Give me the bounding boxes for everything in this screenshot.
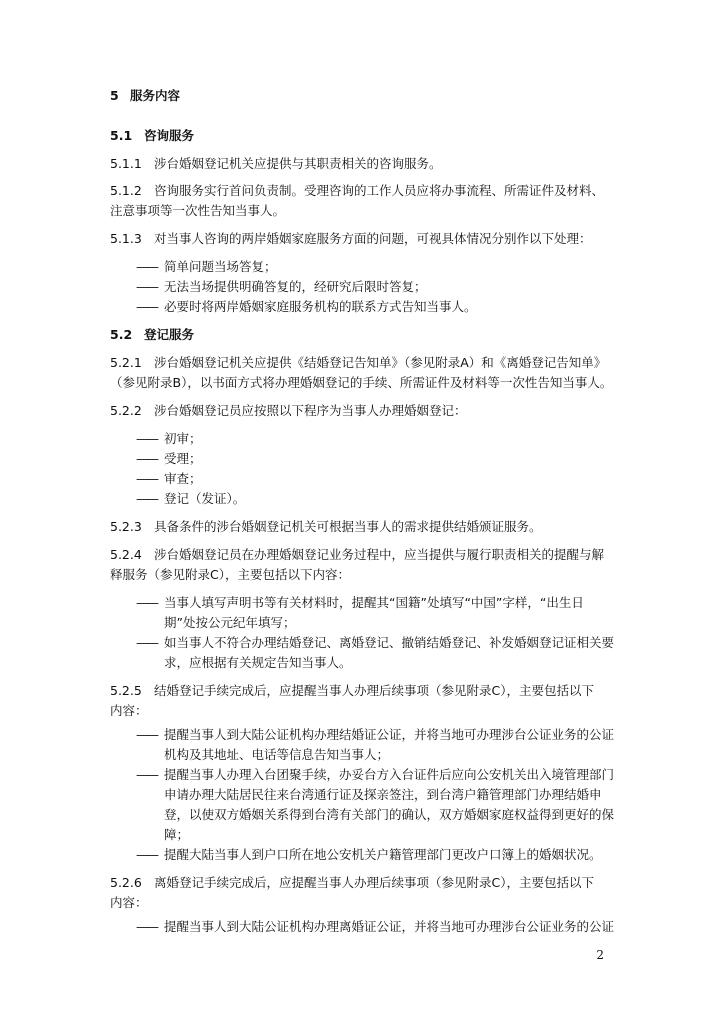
list-item-cont: 期”处按公元纪年填写；: [164, 615, 296, 630]
list-item: —— 提醒当事人办理入台团聚手续，办妥台方入台证件后应向公安机关出入境管理部门: [136, 767, 615, 782]
clause-5-2-4-cont: 释服务（参见附录C），主要包括以下内容：: [110, 567, 350, 582]
clause-5-2-4: 5.2.4 涉台婚姻登记员在办理婚姻登记业务过程中，应当提供与履行职责相关的提醒与解: [110, 547, 605, 562]
clause-5-1-2: 5.1.2 咨询服务实行首问负责制。受理咨询的工作人员应将办事流程、所需证件及材料、: [110, 183, 605, 198]
page-number: 2: [596, 948, 604, 962]
list-item: —— 提醒当事人到大陆公证机构办理离婚证公证，并将当地可办理涉台公证业务的公证: [136, 919, 615, 934]
clause-5-1-2-cont: 注意事项等一次性告知当事人。: [110, 203, 286, 218]
list-item-cont: 求，应根据有关规定告知当事人。: [164, 655, 352, 670]
clause-5-2-2: 5.2.2 涉台婚姻登记员应按照以下程序为当事人办理婚姻登记：: [110, 403, 467, 418]
list-item: —— 初审；: [136, 431, 202, 446]
list-item: —— 如当事人不符合办理结婚登记、离婚登记、撤销结婚登记、补发婚姻登记证相关要: [136, 635, 615, 650]
list-item: —— 提醒当事人到大陆公证机构办理结婚证公证，并将当地可办理涉台公证业务的公证: [136, 727, 615, 742]
clause-5-2-3: 5.2.3 具备条件的涉台婚姻登记机关可根据当事人的需求提供结婚颁证服务。: [110, 519, 542, 534]
list-item: —— 必要时将两岸婚姻家庭服务机构的联系方式告知当事人。: [136, 299, 477, 314]
list-item: —— 登记（发证）。: [136, 491, 246, 506]
list-item-cont: 登，以使双方婚姻关系得到台湾有关部门的确认，双方婚姻家庭权益得到更好的保: [164, 807, 615, 822]
section-heading: 5 服务内容: [110, 88, 181, 103]
list-item: —— 受理；: [136, 451, 202, 466]
clause-5-2-6-cont: 内容：: [110, 895, 148, 910]
clause-5-1-1: 5.1.1 涉台婚姻登记机关应提供与其职责相关的咨询服务。: [110, 156, 442, 171]
list-item-cont: 申请办理大陆居民往来台湾通行证及探亲签注，到台湾户籍管理部门办理结婚申: [164, 787, 602, 802]
clause-5-1-3: 5.1.3 对当事人咨询的两岸婚姻家庭服务方面的问题，可视具体情况分别作以下处理：: [110, 231, 592, 246]
list-item: —— 无法当场提供明确答复的，经研究后限时答复；: [136, 279, 427, 294]
clause-5-2-1-cont: （参见附录B），以书面方式将办理婚姻登记的手续、所需证件及材料等一次性告知当事人。: [110, 375, 613, 390]
list-item: —— 简单问题当场答复；: [136, 259, 277, 274]
list-item: —— 当事人填写声明书等有关材料时，提醒其“国籍”处填写“中国”字样，“出生日: [136, 595, 584, 610]
subsection-heading: 5.1 咨询服务: [110, 128, 195, 143]
subsection-heading: 5.2 登记服务: [110, 327, 195, 342]
clause-5-2-1: 5.2.1 涉台婚姻登记机关应提供《结婚登记告知单》（参见附录A）和《离婚登记告知单》: [110, 355, 607, 370]
list-item: —— 审查；: [136, 471, 202, 486]
list-item: —— 提醒大陆当事人到户口所在地公安机关户籍管理部门更改户口簿上的婚姻状况。: [136, 847, 602, 862]
list-item-cont: 机构及其地址、电话等信息告知当事人；: [164, 747, 390, 762]
clause-5-2-5-cont: 内容：: [110, 703, 148, 718]
clause-5-2-5: 5.2.5 结婚登记手续完成后，应提醒当事人办理后续事项（参见附录C），主要包括以下: [110, 683, 594, 698]
list-item-cont: 障；: [164, 827, 190, 842]
clause-5-2-6: 5.2.6 离婚登记手续完成后，应提醒当事人办理后续事项（参见附录C），主要包括以下: [110, 875, 594, 890]
